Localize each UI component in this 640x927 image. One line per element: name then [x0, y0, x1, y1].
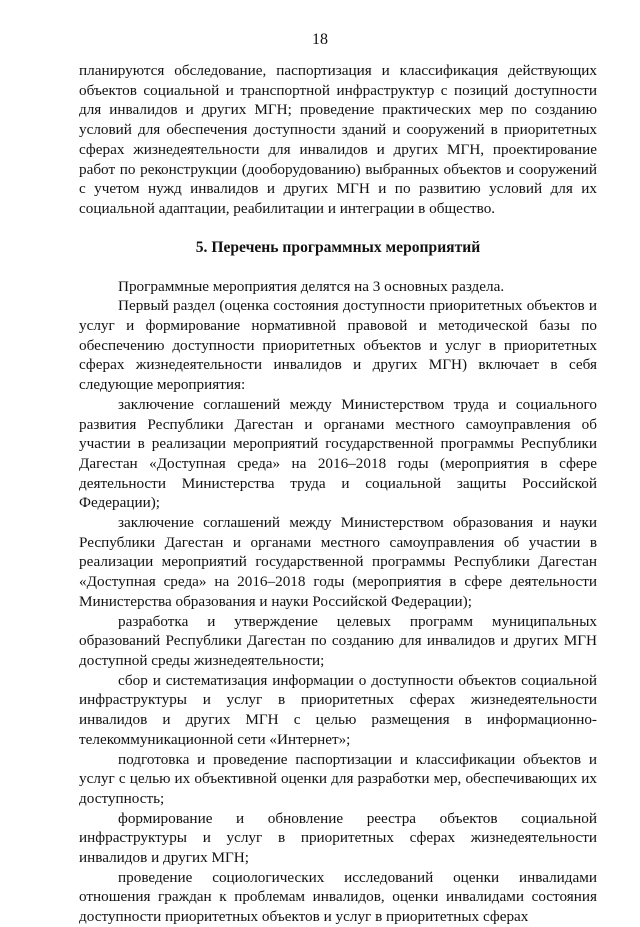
- list-item: заключение соглашений между Министерством образования и науки Республики Дагестан и органами местного самоуправления об участии в реализации мероприятий государственной программы Республики Дагестан «Доступная среда» на 2016–2018 годы (мероприятия в сфере деятельности Министерства образования и науки Российской Федерации);: [79, 514, 597, 610]
- body-paragraph: Первый раздел (оценка состояния доступности приоритетных объектов и услуг и формирование нормативной правовой и методической базы по обеспечению доступности приоритетных объектов и услуг в приоритетных сферах жизнедеятельности инвалидов и других МГН) включает в себя следующие мероприятия:: [79, 297, 597, 394]
- list-item: разработка и утверждение целевых программ муниципальных образований Республики Дагестан по созданию для инвалидов и других МГН доступной среды жизнедеятельности;: [79, 612, 597, 669]
- intro-paragraph: планируются обследование, паспортизация и классификация действующих объектов социальной и транспортной инфраструктур с позиций доступности для инвалидов и других МГН; проведение практических мер по созданию условий для обеспечения доступности зданий и сооружений в приоритетных сферах жизнедеятельности для инвалидов и других МГН, проектирование работ по реконструкции (дооборудованию) выбранных объектов и сооружений с учетом нужд инвалидов и других МГН и по развитию условий для их социальной адаптации, реабилитации и интеграции в общество.: [79, 62, 597, 217]
- list-item: подготовка и проведение паспортизации и классификации объектов и услуг с целью их объективной оценки для разработки мер, обеспечивающих их доступность;: [79, 750, 597, 807]
- body-paragraph: Программные мероприятия делятся на 3 основных раздела.: [118, 277, 505, 295]
- page-number: 18: [312, 31, 328, 48]
- section-heading: 5. Перечень программных мероприятий: [195, 238, 481, 256]
- list-item: сбор и систематизация информации о доступности объектов социальной инфраструктуры и услуг в приоритетных сферах жизнедеятельности инвалидов и других МГН с целью размещения в информационно-телекоммуникационной сети «Интернет»;: [79, 671, 597, 748]
- document-body: [79, 61, 597, 927]
- list-item: проведение социологических исследований оценки инвалидами отношения граждан к проблемам инвалидов, оценки инвалидами состояния доступности приоритетных объектов и услуг в приоритетных сферах: [79, 868, 597, 926]
- list-item: формирование и обновление реестра объектов социальной инфраструктуры и услуг в приоритетных сферах жизнедеятельности инвалидов и других МГН;: [79, 809, 597, 867]
- list-item: заключение соглашений между Министерством труда и социального развития Республики Дагестан и органами местного самоуправления об участии в реализации мероприятий государственной программы Республики Дагестан «Доступная среда» на 2016–2018 годы (мероприятия в сфере деятельности Министерства труда и социальной защиты Российской Федерации);: [79, 395, 597, 512]
